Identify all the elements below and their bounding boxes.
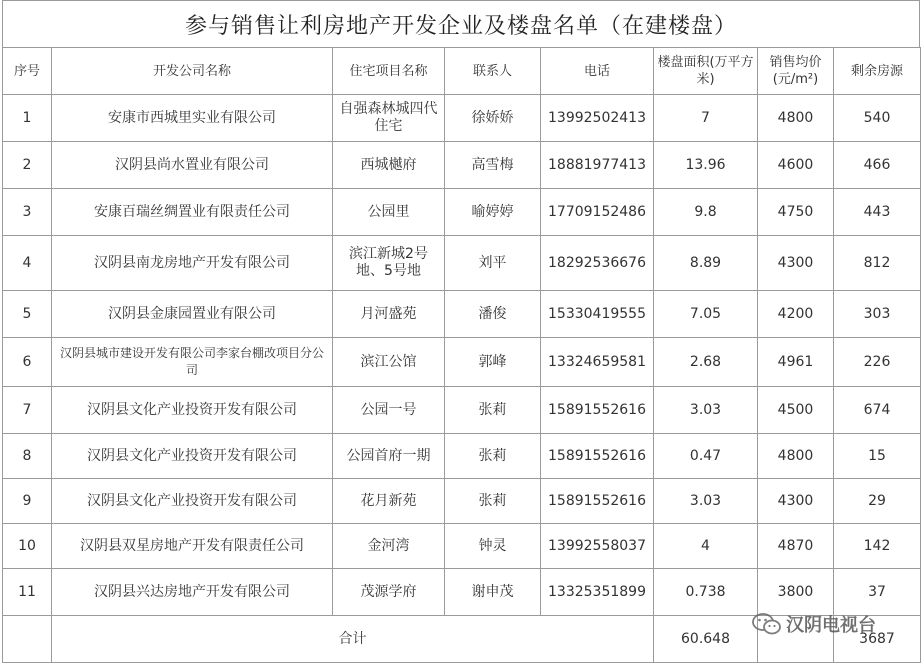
cell-area: 7	[654, 95, 758, 142]
cell-no: 8	[3, 434, 52, 479]
cell-phone: 15330419555	[541, 291, 654, 338]
cell-remaining: 37	[834, 569, 921, 616]
cell-no: 6	[3, 338, 52, 387]
table-row	[3, 479, 921, 524]
cell-company: 汉阴县城市建设开发有限公司李家台棚改项目分公司	[52, 338, 333, 387]
col-header-area: 楼盘面积(万平方米)	[654, 48, 758, 95]
cell-price: 4961	[758, 338, 834, 387]
cell-area: 0.738	[654, 569, 758, 616]
col-header-project: 住宅项目名称	[333, 48, 445, 95]
cell-no: 7	[3, 387, 52, 434]
cell-remaining: 812	[834, 236, 921, 291]
cell-company: 汉阴县文化产业投资开发有限公司	[52, 479, 333, 524]
table-row	[3, 189, 921, 236]
cell-contact: 潘俊	[445, 291, 541, 338]
cell-remaining: 142	[834, 524, 921, 569]
table-row	[3, 434, 921, 479]
cell-area: 3.03	[654, 387, 758, 434]
cell-contact: 喻婷婷	[445, 189, 541, 236]
cell-project: 公园一号	[333, 387, 445, 434]
document-title: 参与销售让利房地产开发企业及楼盘名单（在建楼盘）	[2, 0, 920, 48]
cell-company: 汉阴县南龙房地产开发有限公司	[52, 236, 333, 291]
cell-project: 茂源学府	[333, 569, 445, 616]
cell-phone: 15891552616	[541, 434, 654, 479]
cell-area: 0.47	[654, 434, 758, 479]
cell-area: 13.96	[654, 142, 758, 189]
cell-remaining: 443	[834, 189, 921, 236]
col-header-no: 序号	[3, 48, 52, 95]
cell-company: 汉阴县双星房地产开发有限责任公司	[52, 524, 333, 569]
cell-phone: 15891552616	[541, 387, 654, 434]
cell-contact: 谢申茂	[445, 569, 541, 616]
cell-remaining: 674	[834, 387, 921, 434]
cell-project: 金河湾	[333, 524, 445, 569]
cell-project: 花月新苑	[333, 479, 445, 524]
cell-contact: 徐娇娇	[445, 95, 541, 142]
table-row	[3, 338, 921, 387]
cell-project: 滨江新城2号地、5号地	[333, 236, 445, 291]
cell-company: 安康市西城里实业有限公司	[52, 95, 333, 142]
cell-no: 9	[3, 479, 52, 524]
cell-price: 4200	[758, 291, 834, 338]
cell-project: 自强森林城四代住宅	[333, 95, 445, 142]
cell-phone: 15891552616	[541, 479, 654, 524]
col-header-price: 销售均价(元/m²)	[758, 48, 834, 95]
cell-contact: 高雪梅	[445, 142, 541, 189]
cell-remaining: 540	[834, 95, 921, 142]
cell-company: 汉阴县尚水置业有限公司	[52, 142, 333, 189]
cell-project: 公园里	[333, 189, 445, 236]
watermark	[752, 604, 876, 644]
cell-price: 4500	[758, 387, 834, 434]
watermark-text: 汉阴电视台	[786, 615, 876, 636]
cell-project: 公园首府一期	[333, 434, 445, 479]
cell-company: 汉阴县文化产业投资开发有限公司	[52, 387, 333, 434]
cell-company: 汉阴县金康园置业有限公司	[52, 291, 333, 338]
cell-contact: 钟灵	[445, 524, 541, 569]
col-header-remaining: 剩余房源	[834, 48, 921, 95]
cell-price: 4800	[758, 434, 834, 479]
cell-project: 西城樾府	[333, 142, 445, 189]
cell-remaining: 466	[834, 142, 921, 189]
developer-table	[2, 47, 921, 663]
table-row	[3, 236, 921, 291]
cell-phone: 17709152486	[541, 189, 654, 236]
col-header-company: 开发公司名称	[52, 48, 333, 95]
cell-remaining: 15	[834, 434, 921, 479]
cell-contact: 刘平	[445, 236, 541, 291]
table-row	[3, 291, 921, 338]
cell-company: 安康百瑞丝绸置业有限责任公司	[52, 189, 333, 236]
cell-company: 汉阴县文化产业投资开发有限公司	[52, 434, 333, 479]
cell-no: 11	[3, 569, 52, 616]
cell-project: 月河盛苑	[333, 291, 445, 338]
cell-price: 4870	[758, 524, 834, 569]
cell-price: 4600	[758, 142, 834, 189]
cell-area: 4	[654, 524, 758, 569]
cell-remaining: 226	[834, 338, 921, 387]
cell-contact: 张莉	[445, 387, 541, 434]
cell-contact: 张莉	[445, 434, 541, 479]
cell-no: 2	[3, 142, 52, 189]
cell-no: 4	[3, 236, 52, 291]
col-header-contact: 联系人	[445, 48, 541, 95]
cell-phone: 13992558037	[541, 524, 654, 569]
cell-area: 9.8	[654, 189, 758, 236]
cell-price: 4800	[758, 95, 834, 142]
cell-area: 2.68	[654, 338, 758, 387]
table-row	[3, 142, 921, 189]
cell-phone: 13992502413	[541, 95, 654, 142]
cell-remaining: 303	[834, 291, 921, 338]
cell-phone: 18881977413	[541, 142, 654, 189]
cell-contact: 张莉	[445, 479, 541, 524]
cell-phone: 18292536676	[541, 236, 654, 291]
wechat-icon	[752, 612, 782, 636]
table-row	[3, 387, 921, 434]
total-area: 60.648	[654, 616, 758, 663]
cell-price: 4300	[758, 236, 834, 291]
cell-project: 滨江公馆	[333, 338, 445, 387]
cell-no	[3, 616, 52, 663]
cell-no: 5	[3, 291, 52, 338]
cell-phone: 13325351899	[541, 569, 654, 616]
cell-price: 4300	[758, 479, 834, 524]
cell-area: 7.05	[654, 291, 758, 338]
cell-no: 10	[3, 524, 52, 569]
cell-company: 汉阴县兴达房地产开发有限公司	[52, 569, 333, 616]
cell-area: 3.03	[654, 479, 758, 524]
cell-price: 3800	[758, 569, 834, 616]
cell-price: 4750	[758, 189, 834, 236]
col-header-phone: 电话	[541, 48, 654, 95]
total-remaining: 3687	[834, 616, 921, 663]
table-row	[3, 95, 921, 142]
table-header-row	[3, 48, 921, 95]
total-label: 合计	[52, 616, 654, 663]
cell-phone: 13324659581	[541, 338, 654, 387]
cell-no: 3	[3, 189, 52, 236]
cell-contact: 郭峰	[445, 338, 541, 387]
cell-remaining: 29	[834, 479, 921, 524]
table-row	[3, 524, 921, 569]
cell-no: 1	[3, 95, 52, 142]
cell-area: 8.89	[654, 236, 758, 291]
